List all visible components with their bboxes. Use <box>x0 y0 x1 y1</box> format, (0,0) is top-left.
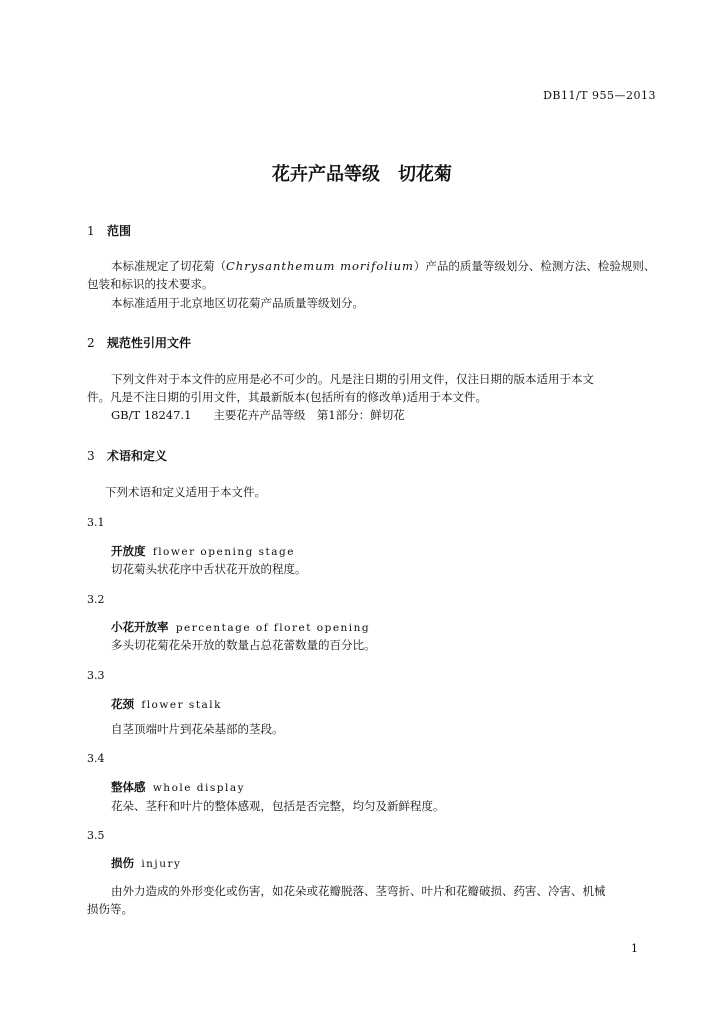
section-title: 范围 <box>107 224 132 238</box>
normative-reference <box>111 406 405 424</box>
reference-title: 主要花卉产品等级 第1部分：鲜切花 <box>213 408 405 422</box>
scope-paragraph-1 <box>111 257 655 275</box>
term-english: injury <box>141 858 182 870</box>
clause-number: 3.5 <box>87 829 105 842</box>
document-title: 花卉产品等级 切花菊 <box>272 164 452 185</box>
term-english: percentage of floret opening <box>175 622 371 634</box>
term-definition-line-2: 损伤等。 <box>87 902 133 916</box>
term-chinese: 整体感 <box>111 780 146 794</box>
term-chinese: 花颈 <box>111 697 134 711</box>
term-english: flower opening stage <box>152 546 295 558</box>
term-chinese: 损伤 <box>111 856 134 870</box>
term-heading <box>111 855 181 871</box>
clause-number: 3.1 <box>87 516 105 529</box>
clause-number: 3.2 <box>87 593 105 606</box>
reference-code: GB/T 18247.1 <box>111 408 192 422</box>
scope-text: 本标准规定了切花菊（ <box>111 259 226 273</box>
latin-name: Chrysanthemum morifolium <box>226 259 414 273</box>
section-number: 2 <box>87 336 95 350</box>
term-heading <box>111 696 222 712</box>
scope-paragraph-2: 本标准适用于北京地区切花菊产品质量等级划分。 <box>111 296 364 310</box>
term-heading <box>111 619 370 635</box>
clause-number: 3.3 <box>87 669 105 682</box>
term-english: whole display <box>152 782 246 794</box>
standard-code: DB11/T 955—2013 <box>543 89 656 102</box>
section-title: 术语和定义 <box>107 449 168 463</box>
terms-intro: 下列术语和定义适用于本文件。 <box>105 485 266 499</box>
clause-number: 3.4 <box>87 752 105 765</box>
section-1-heading <box>87 222 131 239</box>
section-2-heading <box>87 334 191 351</box>
term-definition: 自茎顶端叶片到花朵基部的茎段。 <box>111 722 284 736</box>
refs-paragraph-line-1: 下列文件对于本文件的应用是必不可少的。凡是注日期的引用文件，仅注日期的版本适用于本文 <box>111 372 594 386</box>
term-heading <box>111 543 295 559</box>
term-chinese: 小花开放率 <box>111 620 169 634</box>
section-number: 1 <box>87 224 95 238</box>
refs-paragraph-line-2: 件。凡是不注日期的引用文件，其最新版本(包括所有的修改单)适用于本文件。 <box>87 390 487 404</box>
term-chinese: 开放度 <box>111 544 146 558</box>
section-3-heading <box>87 447 167 464</box>
section-number: 3 <box>87 449 95 463</box>
term-definition: 切花菊头状花序中舌状花开放的程度。 <box>111 562 307 576</box>
page-number: 1 <box>631 942 638 955</box>
term-definition: 多头切花菊花朵开放的数量占总花蕾数量的百分比。 <box>111 638 376 652</box>
term-english: flower stalk <box>141 699 223 711</box>
section-title: 规范性引用文件 <box>107 336 192 350</box>
scope-paragraph-1-line-2: 包装和标识的技术要求。 <box>87 277 214 291</box>
term-heading <box>111 779 245 795</box>
term-definition: 花朵、茎秆和叶片的整体感观，包括是否完整，均匀及新鲜程度。 <box>111 799 445 813</box>
scope-text: ）产品的质量等级划分、检测方法、检验规则、 <box>413 259 656 273</box>
term-definition: 由外力造成的外形变化或伤害，如花朵或花瓣脱落、茎弯折、叶片和花瓣破损、药害、冷害、机械 <box>111 884 606 898</box>
